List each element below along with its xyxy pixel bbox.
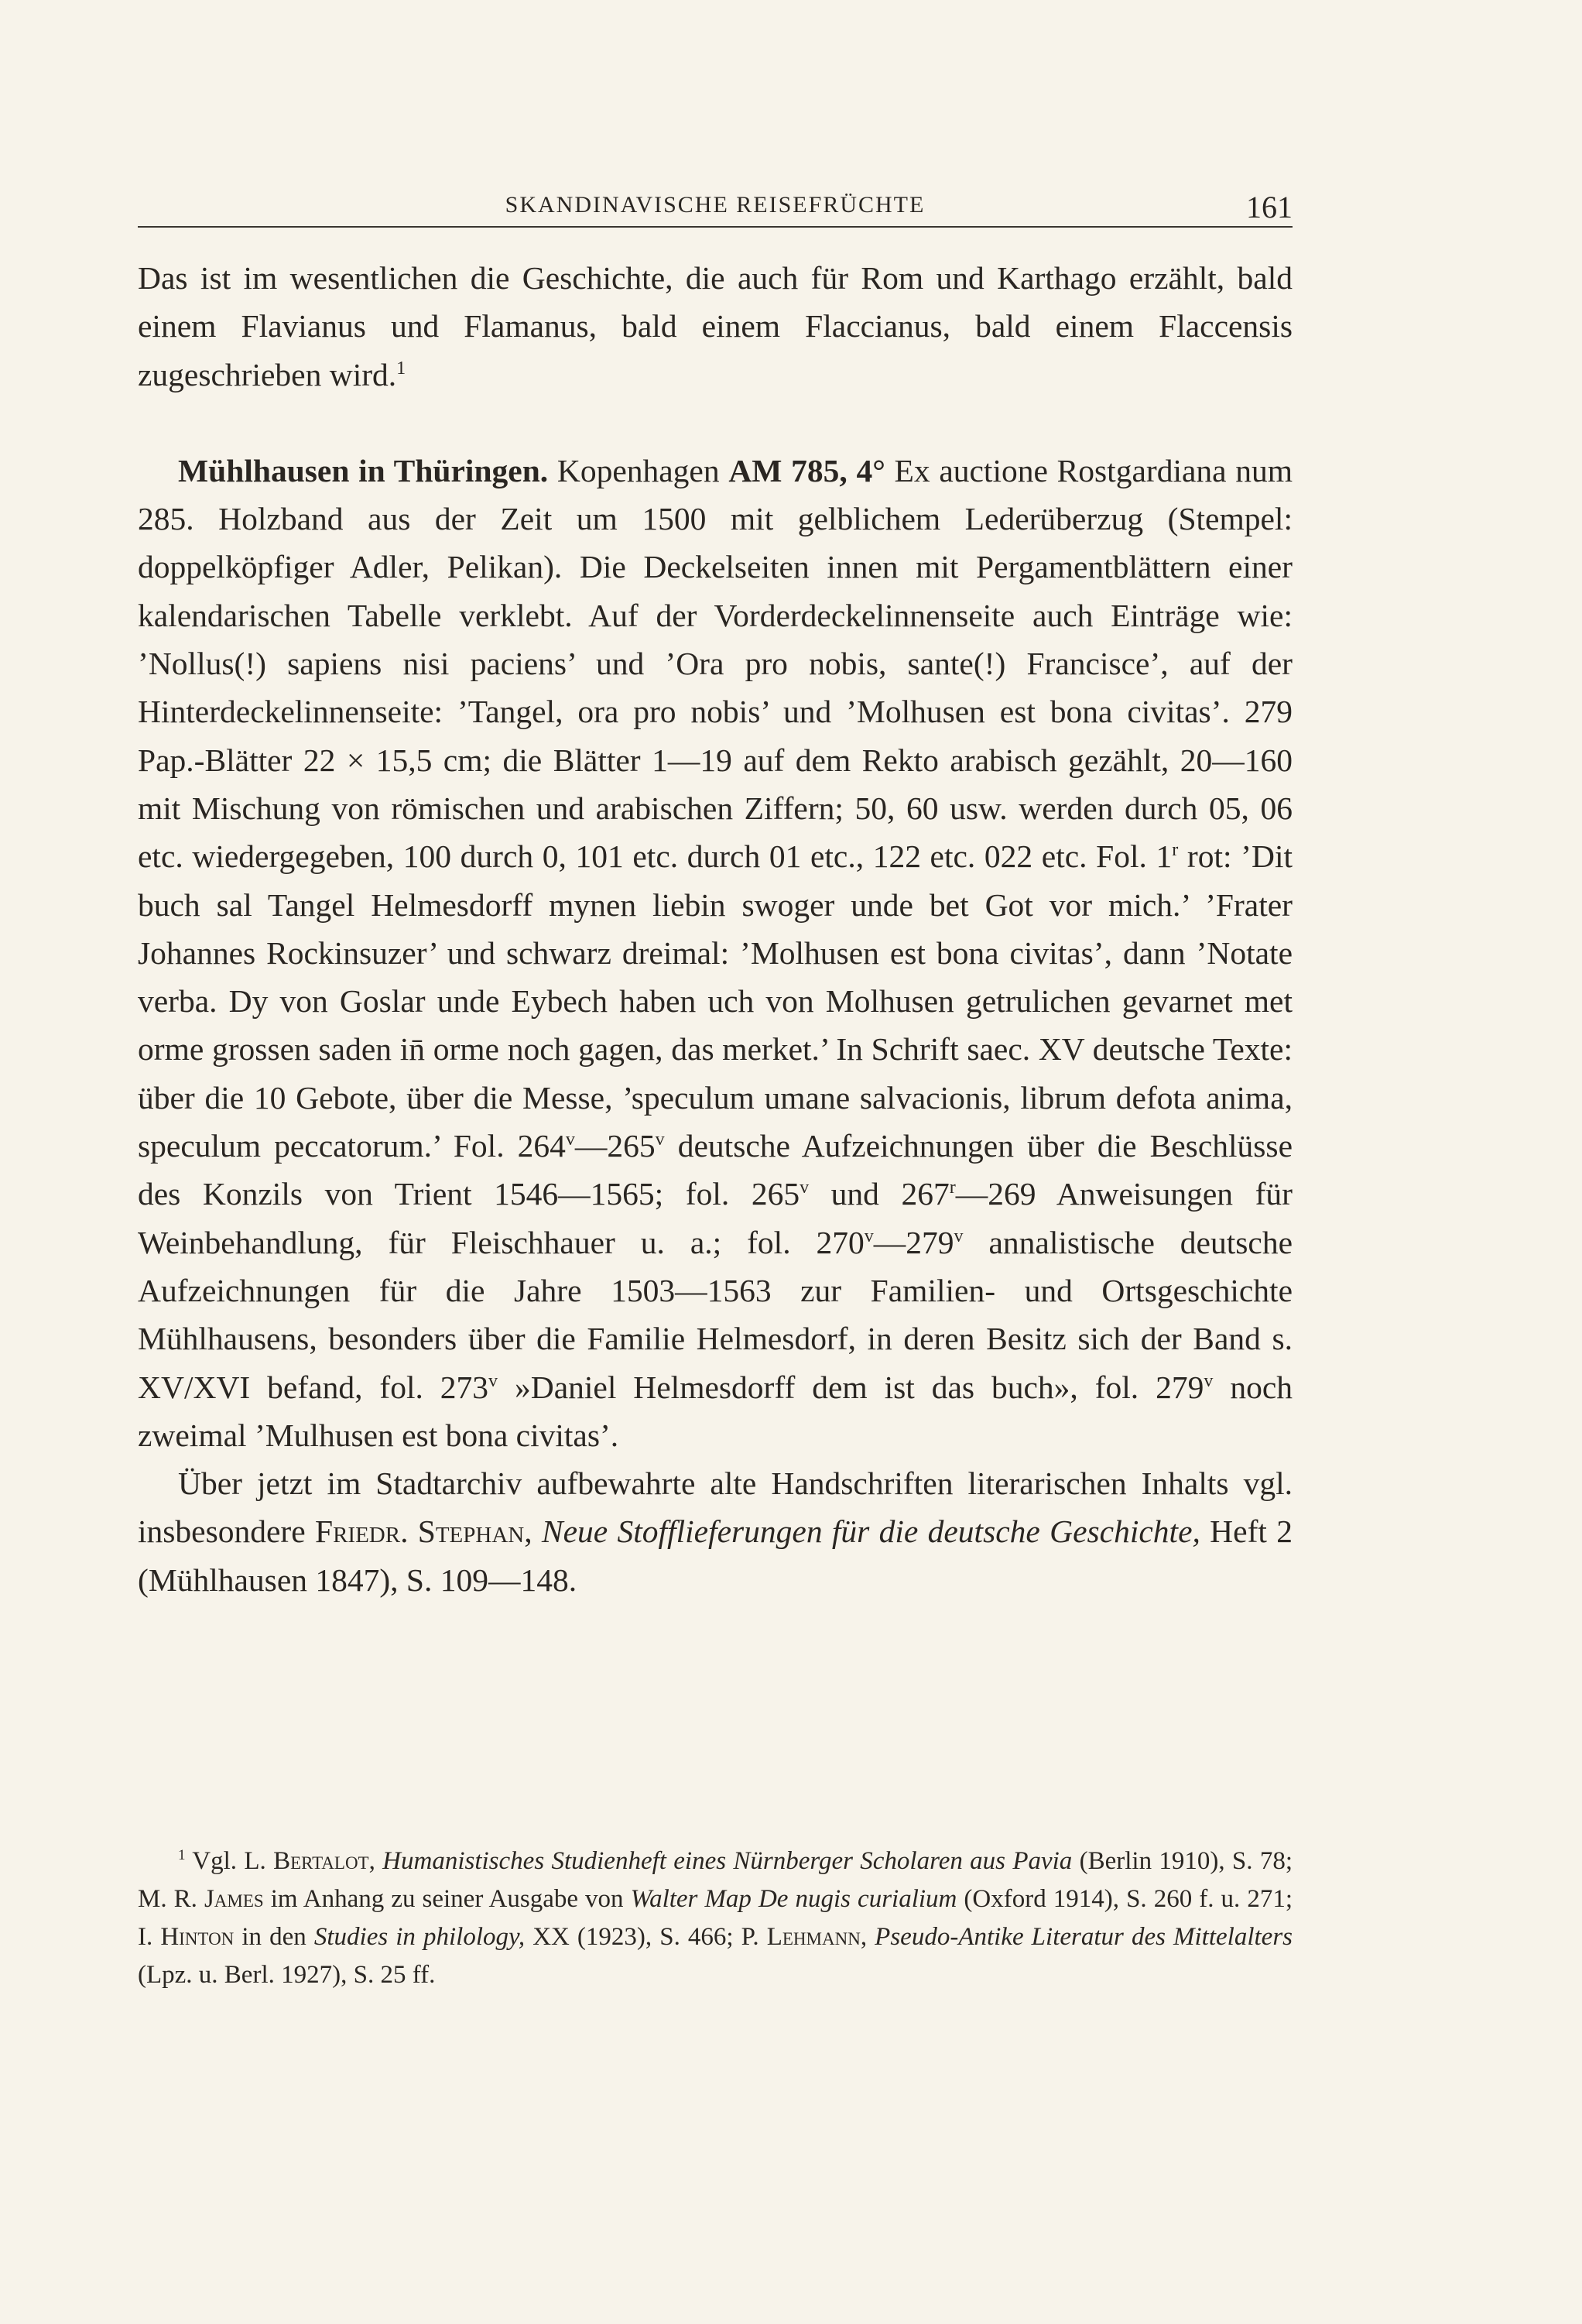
paragraph-text: Heft 2 (Mühlhausen 1847), S. 109—148. — [138, 1513, 1293, 1598]
work-title: Neue Stofflieferungen für die deutsche Geschichte, — [541, 1513, 1200, 1550]
entry-text: —279 — [873, 1224, 954, 1260]
folio-side: v — [1204, 1370, 1214, 1391]
work-title: Humanistisches Studienheft eines Nürnberger Scholaren aus Pavia — [382, 1847, 1073, 1875]
entry-text: —269 Anweisungen für Weinbehandlung, für Fleischhauer u. a.; fol. 270 — [138, 1176, 1293, 1260]
footnote-text: (Lpz. u. Berl. 1927), S. 25 ff. — [138, 1961, 436, 1989]
manuscript-entry-muehlhausen — [138, 447, 1293, 1459]
entry-text: annalistische deutsche Aufzeichnungen für die Jahre 1503—1563 zur Familien- und Ortsgeschichte Mühlhausens, besonders über die Familie Helmesdorf, in deren Besitz sich der Band s. XV/XVI befand, fol. 273 — [138, 1224, 1293, 1405]
shelfmark: AM 785, — [728, 452, 848, 488]
entry-text: —265 — [574, 1128, 656, 1164]
entry-text: »Daniel Helmesdorff dem ist das buch», fol. 279 — [498, 1369, 1204, 1405]
entry-text: rot: ’Dit buch sal Tangel Helmesdorff mynen liebin swoger unde bet Got vor mich.’ ’Frater Johannes Rockinsuzer’ und schwarz dreimal: ’Molhusen est bona civitas’, dann ’Notate verba. Dy von Goslar unde Eybech haben uch von Molhusen getrulichen gevarnet met orme grossen saden in̄ orme noch gagen, das merket.’ In Schrift saec. XV deutsche Texte: über die 10 Gebote, über die Messe, ’speculum umane salvacionis, librum defota anima, speculum peccatorum.’ Fol. 264 — [138, 838, 1293, 1164]
footnote-text — [375, 1847, 382, 1875]
footnote-text: in den — [234, 1923, 314, 1951]
page-header — [138, 189, 1293, 228]
folio-side: v — [565, 1129, 575, 1150]
footnote-text: (Oxford 1914), S. 260 f. u. 271; I. — [138, 1885, 1293, 1951]
work-title: Pseudo-Antike Literatur des Mittelalters — [875, 1923, 1293, 1951]
entry-text: deutsche Aufzeichnungen über die Beschlüsse des Konzils von Trient 1546—1565; fol. 265 — [138, 1128, 1293, 1212]
format: 4° — [856, 452, 885, 488]
author-name: Bertalot, — [273, 1847, 375, 1875]
folio-side: r — [1172, 840, 1179, 861]
author-name: James — [204, 1885, 264, 1913]
footnote-text: Vgl. L. — [185, 1847, 274, 1875]
spacer-text — [532, 1513, 542, 1549]
entry-text: Ex auctione Rostgardiana num 285. Holzband aus der Zeit um 1500 mit gelblichem Lederüberzug (Stempel: doppelköpfiger Adler, Pelikan). Die Deckelseiten innen mit Pergamentblättern einer kalendarischen Tabelle verklebt. Auf der Vorderdeckelinnenseite auch Einträge wie: ’Nollus(!) sapiens nisi paciens’ und ’Ora pro nobis, sante(!) Francisce’, auf der Hinterdeckelinnenseite: ’Tangel, ora pro nobis’ und ’Molhusen est bona civitas’. 279 Pap.-Blätter 22 × 15,5 cm; die Blätter 1—19 auf dem Rekto arabisch gezählt, 20—160 mit Mischung von römischen und arabischen Ziffern; 50, 60 usw. werden durch 05, 06 etc. wiedergegeben, 100 durch 0, 101 etc. durch 01 etc., 122 etc. 022 etc. Fol. 1 — [138, 452, 1293, 875]
entry-text: Kopenhagen — [556, 452, 720, 488]
work-title: Studies in philology, — [313, 1923, 526, 1951]
footnote-reference: 1 — [396, 358, 406, 379]
work-title: Walter Map De nugis curialium — [630, 1885, 957, 1913]
paragraph-text: Über jetzt im Stadtarchiv aufbewahrte alte Handschriften literarischen Inhalts vgl. insbesondere — [138, 1465, 1293, 1550]
footnote-text: XX (1923), S. 466; P. — [525, 1923, 767, 1951]
footnote-text: (Berlin 1910), S. 78; M. R. — [138, 1847, 1293, 1913]
entry-heading: Mühlhausen in Thüringen. — [178, 452, 549, 488]
entry-text: noch zweimal ’Mulhusen est bona civitas’. — [138, 1369, 1293, 1453]
folio-side: v — [864, 1225, 874, 1246]
author-name: Lehmann, — [766, 1923, 868, 1951]
page-number: 161 — [1246, 190, 1293, 225]
footnote-text — [867, 1923, 875, 1951]
author-name: Friedr. Stephan, — [314, 1513, 532, 1550]
main-text — [138, 254, 1293, 1604]
entry-text: und 267 — [809, 1176, 950, 1212]
folio-side: r — [949, 1177, 956, 1198]
folio-side: v — [655, 1129, 665, 1150]
paragraph-references — [138, 1459, 1293, 1604]
folio-side: v — [800, 1177, 810, 1198]
folio-side: v — [488, 1370, 498, 1391]
running-title: SKANDINAVISCHE REISEFRÜCHTE — [505, 192, 926, 218]
footnotes — [138, 1842, 1293, 1994]
paragraph-closing — [138, 254, 1293, 399]
footnote-text: im Anhang zu seiner Ausgabe von — [263, 1885, 631, 1913]
folio-side: v — [954, 1225, 964, 1246]
author-name: Hinton — [160, 1923, 235, 1951]
footnote — [138, 1842, 1293, 1994]
footnote-marker: 1 — [178, 1847, 186, 1863]
paragraph-text: Das ist im wesentlichen die Geschichte, die auch für Rom und Karthago erzählt, bald einem Flavianus und Flamanus, bald einem Flaccianus, bald einem Flaccensis zugeschrieben wird. — [138, 260, 1293, 392]
